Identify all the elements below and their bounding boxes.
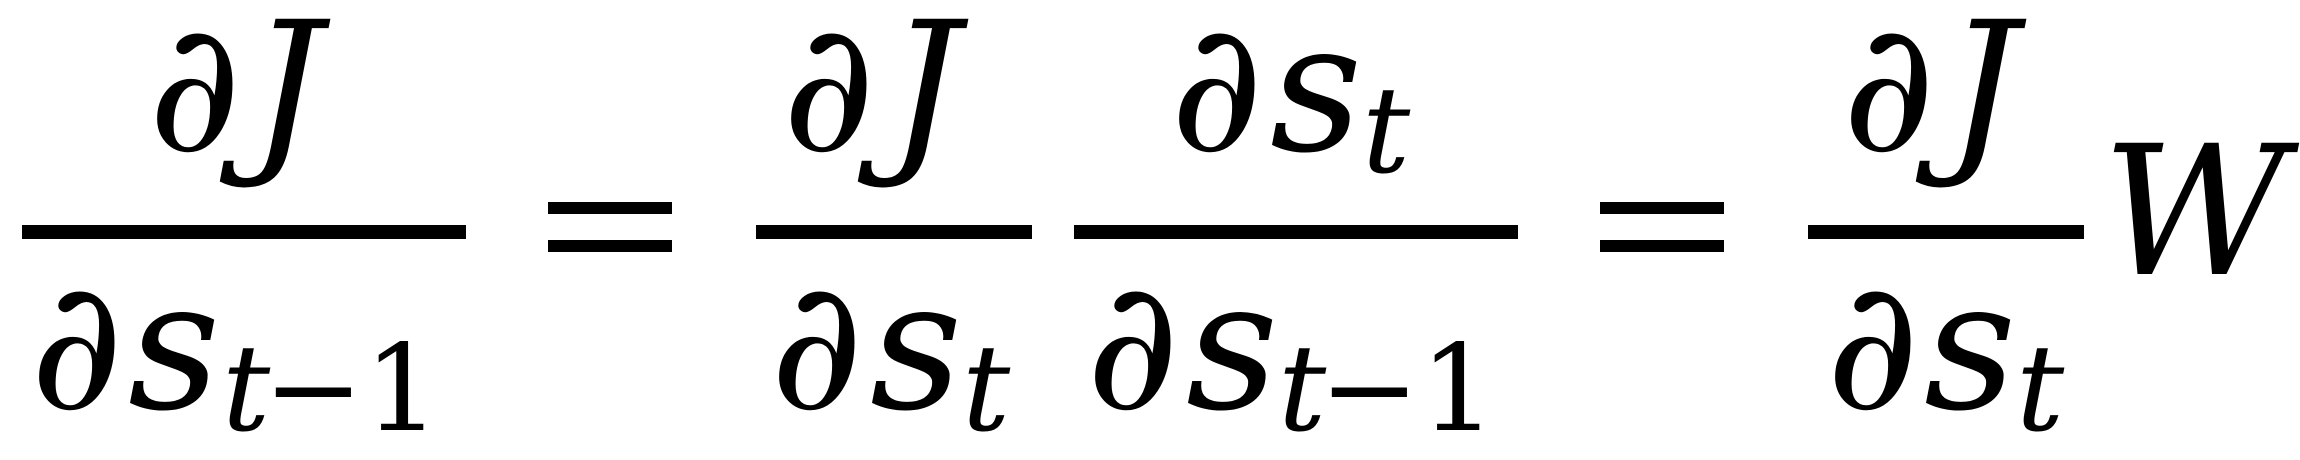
lhs-num-J: J	[250, 0, 323, 193]
lhs-den-sub-one: 1	[364, 320, 441, 459]
lhs-den-partial: ∂	[30, 242, 124, 451]
rhs1b-den-sub-t: t	[1278, 320, 1327, 459]
rhs2-num-partial: ∂	[1842, 0, 1936, 193]
rhs1-fraction-a	[756, 0, 1032, 459]
lhs-den-sub-minus: −	[263, 320, 364, 459]
rhs2-factor-W: W	[2102, 108, 2288, 317]
lhs-fraction	[22, 0, 466, 459]
rhs1a-den-partial: ∂	[770, 242, 864, 451]
rhs2-num-J: J	[1946, 0, 2019, 193]
lhs-num-partial: ∂	[148, 0, 242, 193]
rhs1a-den-s: s	[870, 242, 963, 451]
rhs1b-num-sub-t: t	[1362, 62, 1411, 201]
rhs1-fraction-b	[1074, 0, 1518, 459]
rhs2-fraction-bar	[1808, 225, 2084, 239]
rhs1a-fraction-bar	[756, 225, 1032, 239]
equals-sign-2	[1600, 202, 1724, 252]
rhs1a-num-partial: ∂	[782, 0, 876, 193]
lhs-fraction-bar	[22, 225, 466, 239]
rhs1b-den-partial: ∂	[1086, 242, 1180, 451]
rhs2-den-partial: ∂	[1826, 242, 1920, 451]
lhs-den-sub-t: t	[222, 320, 271, 459]
rhs2-den-s: s	[1924, 242, 2017, 451]
rhs1b-fraction-bar	[1074, 225, 1518, 239]
rhs1b-den-s: s	[1186, 242, 1279, 451]
lhs-den-s: s	[128, 242, 221, 451]
equals-2-label: =	[1600, 250, 1601, 251]
rhs1b-num-partial: ∂	[1170, 0, 1264, 193]
rhs1b-den-sub-minus: −	[1319, 320, 1420, 459]
rhs1a-den-sub-t: t	[962, 320, 1011, 459]
rhs2-fraction	[1808, 0, 2084, 459]
rhs1b-den-sub-one: 1	[1420, 320, 1497, 459]
rhs2-den-sub-t: t	[2016, 320, 2065, 459]
rhs1a-num-J: J	[888, 0, 961, 193]
equals-1-label: =	[548, 250, 549, 251]
rhs1b-num-s: s	[1270, 0, 1363, 193]
equals-sign-1	[548, 202, 672, 252]
